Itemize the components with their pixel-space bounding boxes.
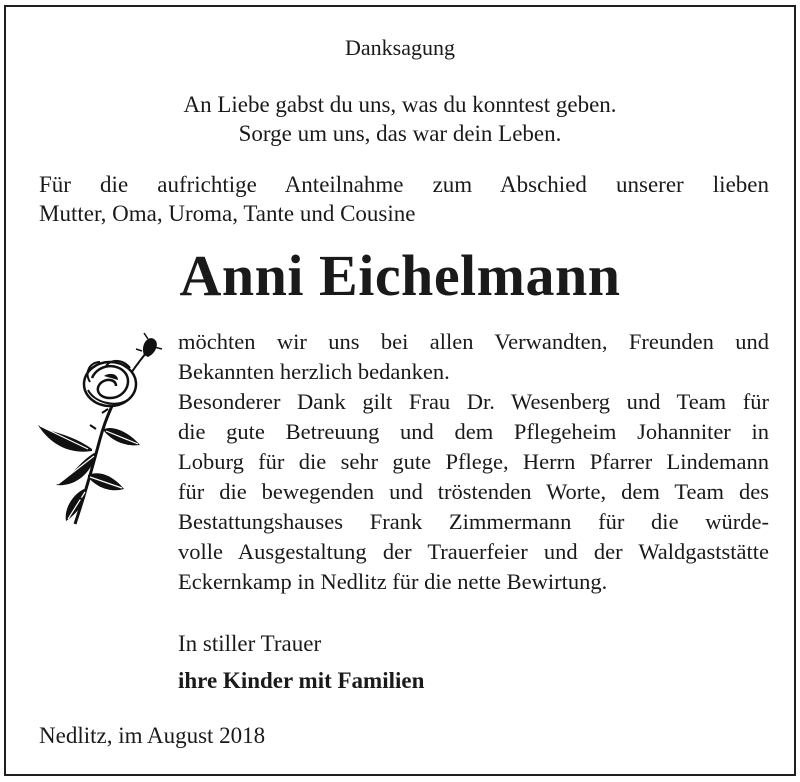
body-line: Bestattungshauses Frank Zimmermann für die würde- [178,509,769,534]
intro-line-2: Mutter, Oma, Uroma, Tante und Cousine [39,201,416,226]
body-line: Eckernkamp in Nedlitz für die nette Bewirtung. [178,569,608,594]
body-line: Bekannten herzlich bedanken. [178,359,450,384]
body-line: Besonderer Dank gilt Frau Dr. Wesenberg und Team für [178,389,769,414]
verse-line-2: Sorge um uns, das war dein Leben. [238,121,562,146]
intro-line-1: Für die aufrichtige Anteilnahme zum Abschied unserer lieben [39,172,769,197]
place-date: Nedlitz, im August 2018 [39,723,266,748]
body-line: für die bewegenden und tröstenden Worte, dem Team des [178,479,769,504]
verse-line-1: An Liebe gabst du uns, was du konntest geben. [183,92,617,117]
thank-you-text [178,327,769,597]
body-line: die gute Betreuung und dem Pflegeheim Johanniter in [178,419,769,444]
notice-heading: Danksagung [345,35,455,60]
body-line: volle Ausgestaltung der Trauerfeier und der Waldgaststätte [178,539,769,564]
signature-line-2: ihre Kinder mit Familien [178,668,425,693]
deceased-name: Anni Eichelmann [179,243,621,308]
rose-icon [30,329,170,529]
obituary-notice [4,5,796,776]
body-line: Loburg für die sehr gute Pflege, Herrn Pfarrer Lindemann [178,449,769,474]
body-line: möchten wir uns bei allen Verwandten, Freunden und [178,329,769,354]
signature-line-1: In stiller Trauer [178,631,322,656]
